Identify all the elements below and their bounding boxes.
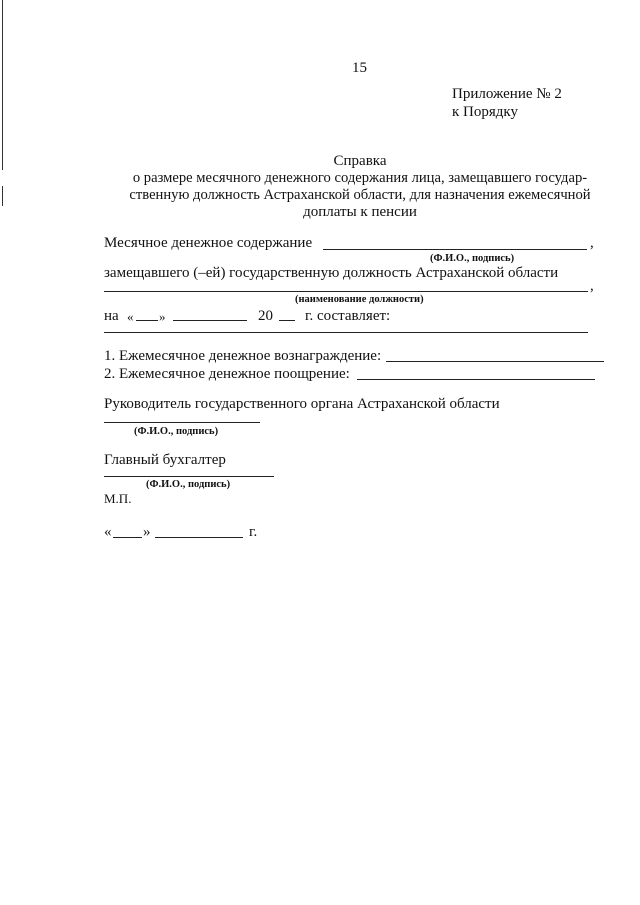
- document-title: Справка: [333, 153, 387, 169]
- signature-day-field[interactable]: [113, 537, 142, 538]
- comma: ,: [590, 278, 594, 294]
- close-quote: »: [159, 309, 166, 324]
- day-field[interactable]: [136, 320, 158, 321]
- item-1-label: 1. Ежемесячное денежное вознаграждение:: [104, 348, 382, 364]
- item-2-label: 2. Ежемесячное денежное поощрение:: [104, 366, 350, 382]
- on-label: на: [104, 308, 119, 324]
- comma: ,: [590, 235, 594, 251]
- head-signature-field[interactable]: [104, 422, 260, 423]
- open-quote: «: [127, 309, 134, 324]
- position-caption: (наименование должности): [295, 294, 424, 305]
- year-field[interactable]: [279, 320, 295, 321]
- month-field[interactable]: [173, 320, 247, 321]
- stamp-label: М.П.: [104, 491, 132, 506]
- position-name-field[interactable]: [104, 291, 588, 292]
- replaced-position-label: замещавшего (–ей) государственную должность Астраханской области: [104, 265, 559, 281]
- signature-date-open-quote: «: [104, 524, 112, 540]
- scan-edge-mark: [2, 186, 3, 206]
- signature-month-field[interactable]: [155, 537, 243, 538]
- signature-date-close-quote: »: [143, 524, 151, 540]
- appendix-line-2: к Порядку: [452, 104, 518, 120]
- fio-sign-caption: (Ф.И.О., подпись): [430, 253, 515, 264]
- head-label: Руководитель государственного органа Астраханской области: [104, 396, 500, 412]
- year-prefix: 20: [258, 308, 273, 324]
- year-suffix: г. составляет:: [305, 308, 391, 324]
- monthly-salary-label: Месячное денежное содержание: [104, 235, 313, 251]
- accountant-caption: (Ф.И.О., подпись): [146, 479, 231, 490]
- item-1-field[interactable]: [386, 361, 604, 362]
- document-subtitle-1: о размере месячного денежного содержания лица, замещавшего государ-: [132, 170, 588, 186]
- scan-edge-mark: [2, 0, 3, 170]
- appendix-line-1: Приложение № 2: [452, 86, 562, 102]
- signature-date-suffix: г.: [249, 524, 258, 540]
- page-number: 15: [352, 60, 367, 76]
- head-caption: (Ф.И.О., подпись): [134, 426, 219, 437]
- item-2-field[interactable]: [357, 379, 595, 380]
- fio-sign-field[interactable]: [323, 249, 587, 250]
- accountant-signature-field[interactable]: [104, 476, 274, 477]
- document-subtitle-2: ственную должность Астраханской области, для назначения ежемесячной: [129, 187, 591, 203]
- document-subtitle-3: доплаты к пенсии: [303, 204, 417, 220]
- amount-field[interactable]: [104, 332, 588, 333]
- accountant-label: Главный бухгалтер: [104, 452, 226, 468]
